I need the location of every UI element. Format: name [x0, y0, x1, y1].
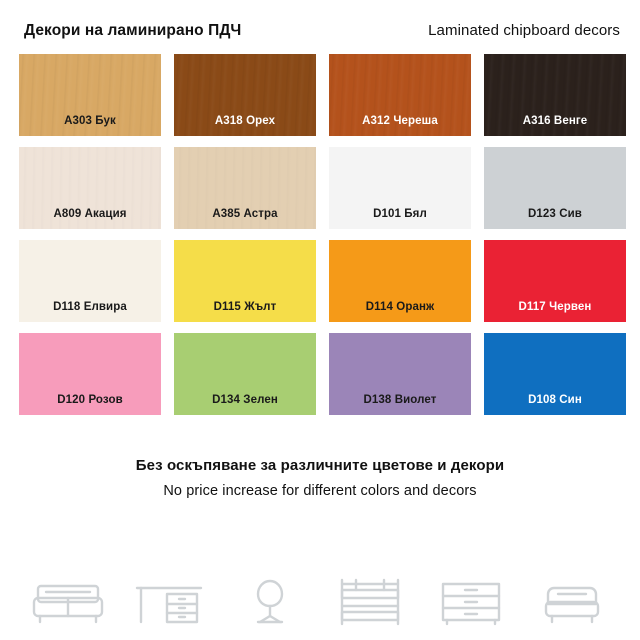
swatch-label: D115 Жълт — [213, 301, 277, 313]
sofa-icon — [25, 566, 111, 628]
swatch-d120-rozov[interactable] — [19, 333, 161, 415]
swatch-label: A385 Астра — [212, 208, 278, 220]
page-title-bg: Декори на ламинирано ПДЧ — [24, 22, 242, 39]
swatch-d118-elvira[interactable] — [19, 240, 161, 322]
swatch-d123-siv[interactable] — [484, 147, 626, 229]
price-notice — [0, 457, 640, 499]
decor-swatch-grid — [13, 54, 627, 415]
swatch-label: D134 Зелен — [212, 394, 278, 406]
swatch-label: D101 Бял — [373, 208, 427, 220]
bunk-bed-icon — [327, 566, 413, 628]
swatch-label: D120 Розов — [57, 394, 123, 406]
swatch-label: A316 Венге — [522, 115, 588, 127]
office-chair-icon — [227, 566, 313, 628]
swatch-label: A312 Череша — [362, 115, 438, 127]
swatch-label: A809 Акация — [53, 208, 127, 220]
dresser-icon — [428, 566, 514, 628]
swatch-label: D123 Сив — [528, 208, 582, 220]
swatch-d117-cherven[interactable] — [484, 240, 626, 322]
swatch-d138-violet[interactable] — [329, 333, 471, 415]
swatch-a385-astra[interactable] — [174, 147, 316, 229]
swatch-label: D138 Виолет — [363, 394, 437, 406]
swatch-label: D108 Син — [528, 394, 582, 406]
swatch-a318-oreh[interactable] — [174, 54, 316, 136]
swatch-label: A303 Бук — [64, 115, 116, 127]
swatch-label: D117 Червен — [518, 301, 592, 313]
swatch-d108-sin[interactable] — [484, 333, 626, 415]
swatch-label: A318 Орех — [214, 115, 276, 127]
furniture-icon-strip — [0, 566, 640, 628]
page-title-en: Laminated chipboard decors — [428, 22, 620, 39]
armchair-icon — [529, 566, 615, 628]
header — [0, 0, 640, 40]
swatch-label: D114 Оранж — [365, 301, 435, 313]
price-notice-en: No price increase for different colors and decors — [163, 483, 477, 499]
swatch-a312-cheresha[interactable] — [329, 54, 471, 136]
price-notice-bg: Без оскъпяване за различните цветове и декори — [135, 457, 505, 474]
swatch-a809-akacia[interactable] — [19, 147, 161, 229]
swatch-d101-byal[interactable] — [329, 147, 471, 229]
swatch-d114-oranzh[interactable] — [329, 240, 471, 322]
swatch-a303-buk[interactable] — [19, 54, 161, 136]
swatch-d115-zhalt[interactable] — [174, 240, 316, 322]
swatch-label: D118 Елвира — [53, 301, 127, 313]
swatch-d134-zelen[interactable] — [174, 333, 316, 415]
desk-icon — [126, 566, 212, 628]
swatch-a316-venge[interactable] — [484, 54, 626, 136]
